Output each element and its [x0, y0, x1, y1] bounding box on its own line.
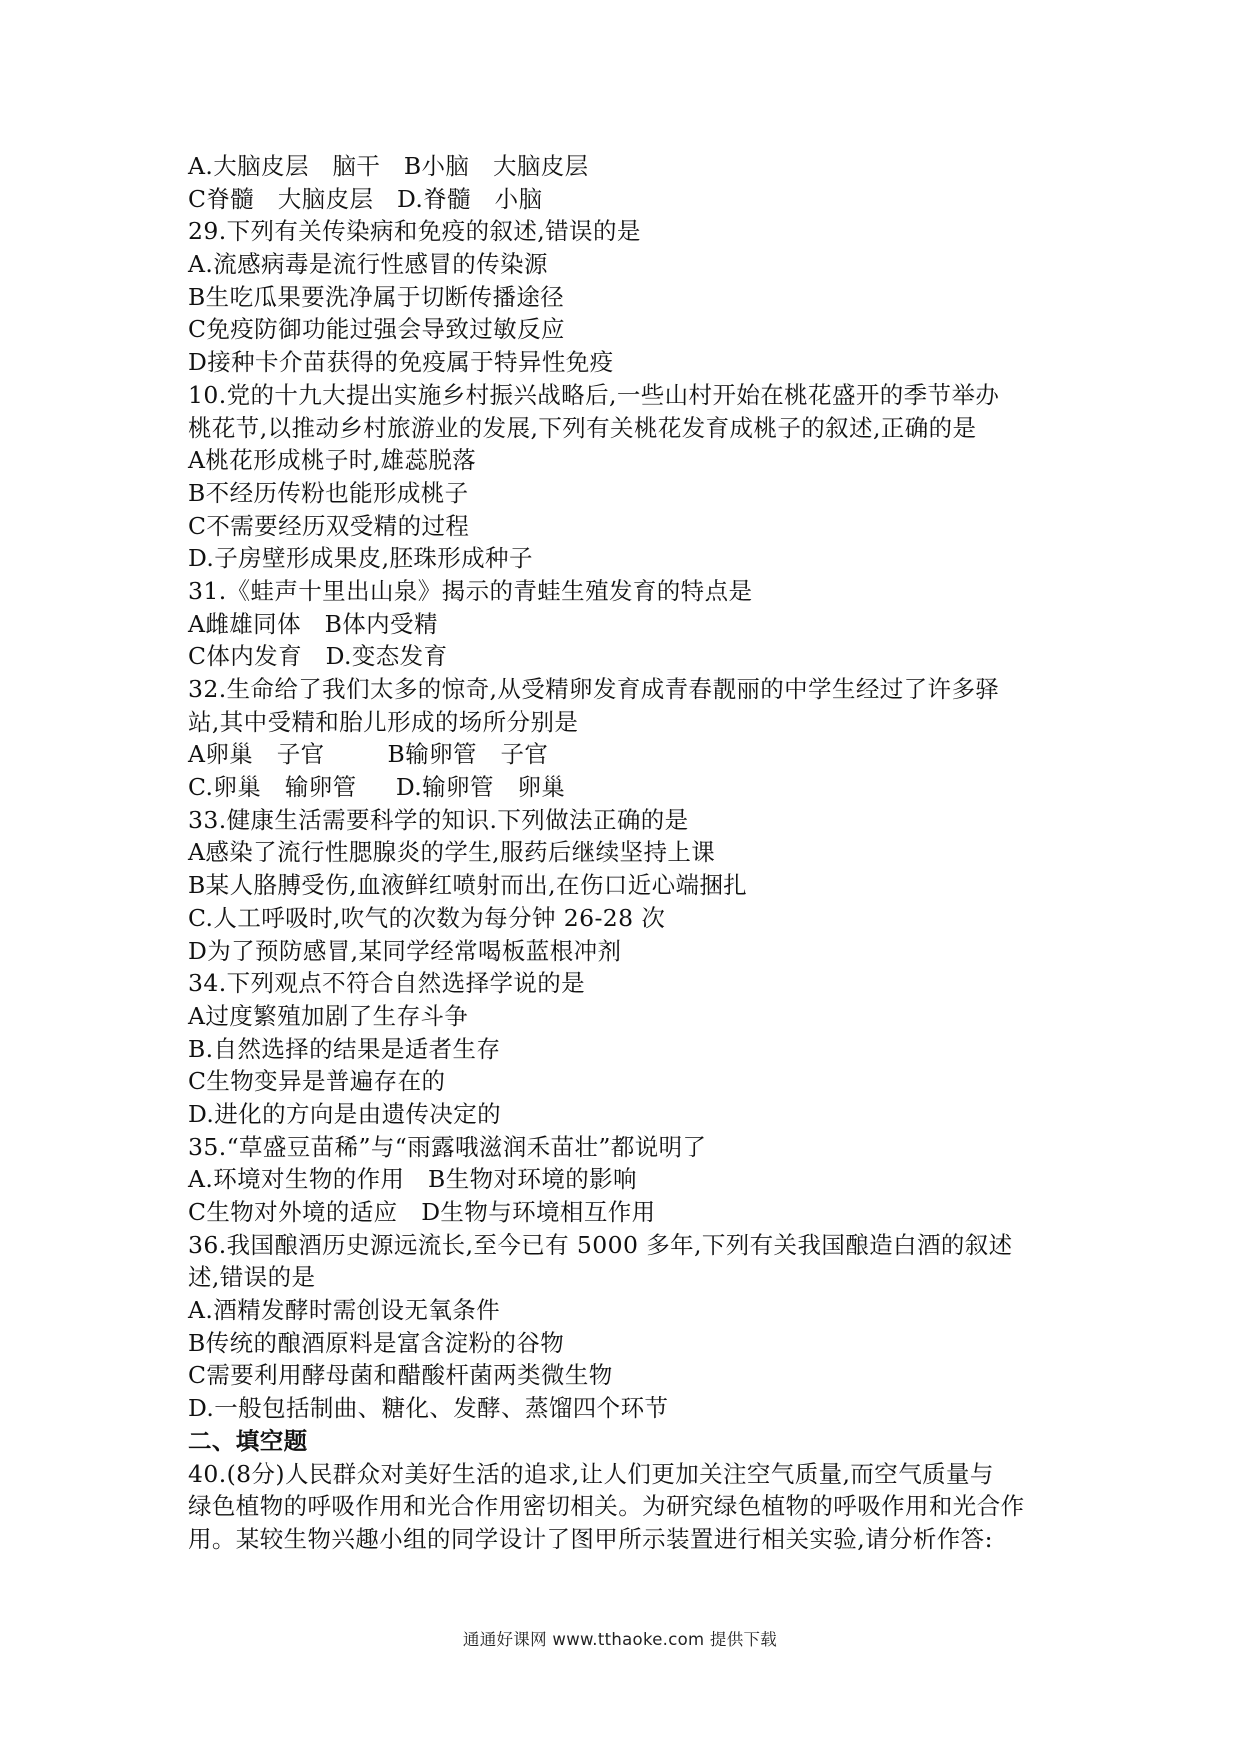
question-30: 10.党的十九大提出实施乡村振兴战略后,一些山村开始在桃花盛开的季节举办 [188, 380, 1000, 409]
option-line: C免疫防御功能过强会导致过敏反应 [188, 315, 565, 344]
question-40-cont: 用。某较生物兴趣小组的同学设计了图甲所示装置进行相关实验,请分析作答: [188, 1524, 993, 1553]
question-34: 34.下列观点不符合自然选择学说的是 [188, 969, 586, 998]
option-line: A过度繁殖加剧了生存斗争 [188, 1001, 469, 1030]
option-line: A.酒精发酵时需创设无氧条件 [188, 1296, 501, 1325]
option-line: D接种卡介苗获得的免疫属于特异性免疫 [188, 348, 614, 377]
option-line: C不需要经历双受精的过程 [188, 511, 470, 540]
question-33: 33.健康生活需要科学的知识.下列做法正确的是 [188, 805, 689, 834]
footer-watermark: 通通好课网 www.tthaoke.com 提供下载 [462, 1630, 778, 1649]
option-line: A卵巢 子官 B输卵管 子官 [188, 740, 549, 769]
option-line: C.人工呼吸时,吹气的次数为每分钟 26-28 次 [188, 903, 666, 932]
option-line: B传统的酿酒原料是富含淀粉的谷物 [188, 1328, 565, 1357]
option-line: D.子房壁形成果皮,胚珠形成种子 [188, 544, 533, 573]
question-40: 40.(8分)人民群众对美好生活的追求,让人们更加关注空气质量,而空气质量与 [188, 1459, 994, 1488]
option-line: C需要利用酵母菌和醋酸杆菌两类微生物 [188, 1361, 613, 1390]
text-line: A.大脑皮层 脑干 B小脑 大脑皮层 [188, 152, 589, 180]
question-30-cont: 桃花节,以推动乡村旅游业的发展,下列有关桃花发育成桃子的叙述,正确的是 [188, 413, 977, 442]
question-31: 31.《蛙声十里出山泉》揭示的青蛙生殖发育的特点是 [188, 576, 753, 605]
option-line: B不经历传粉也能形成桃子 [188, 478, 469, 507]
option-line: D.进化的方向是由遗传决定的 [188, 1099, 502, 1128]
option-line: C.卵巢 输卵管 D.输卵管 卵巢 [188, 773, 566, 802]
option-line: C生物对外境的适应 D生物与环境相互作用 [188, 1198, 656, 1226]
question-32: 32.生命给了我们太多的惊奇,从受精卵发育成青春靓丽的中学生经过了许多驿 [188, 675, 1000, 703]
question-36: 36.我国酿酒历史源远流长,至今已有 5000 多年,下列有关我国酿造白酒的叙述 [188, 1230, 1013, 1259]
option-line: C体内发育 D.变态发育 [188, 642, 448, 671]
option-line: D为了预防感冒,某同学经常喝板蓝根冲剂 [188, 936, 622, 965]
question-35: 35.“草盛豆苗稀”与“雨露哦滋润禾苗壮”都说明了 [188, 1132, 707, 1161]
option-line: B某人胳膊受伤,血液鲜红喷射而出,在伤口近心端捆扎 [188, 871, 748, 900]
question-32-cont: 站,其中受精和胎儿形成的场所分别是 [188, 707, 579, 736]
section-heading: 二、填空题 [188, 1426, 308, 1455]
option-line: A桃花形成桃子时,雄蕊脱落 [188, 446, 477, 475]
question-40-cont: 绿色植物的呼吸作用和光合作用密切相关。为研究绿色植物的呼吸作用和光合作 [188, 1492, 1025, 1521]
question-36-cont: 述,错误的是 [188, 1263, 316, 1292]
option-line: C生物变异是普遍存在的 [188, 1067, 446, 1096]
option-line: A感染了流行性腮腺炎的学生,服药后继续坚持上课 [188, 838, 716, 867]
option-line: D.一般包括制曲、糖化、发酵、蒸馏四个环节 [188, 1394, 669, 1423]
option-line: A.环境对生物的作用 B生物对环境的影响 [188, 1165, 637, 1194]
text-line: C脊髓 大脑皮层 D.脊髓 小脑 [188, 184, 543, 213]
question-29: 29.下列有关传染病和免疫的叙述,错误的是 [188, 217, 641, 246]
option-line: B生吃瓜果要洗净属于切断传播途径 [188, 282, 565, 311]
option-line: A.流感病毒是流行性感冒的传染源 [188, 250, 548, 279]
option-line: B.自然选择的结果是适者生存 [188, 1034, 501, 1063]
option-line: A雌雄同体 B体内受精 [188, 609, 438, 638]
document-body [188, 150, 1088, 1556]
